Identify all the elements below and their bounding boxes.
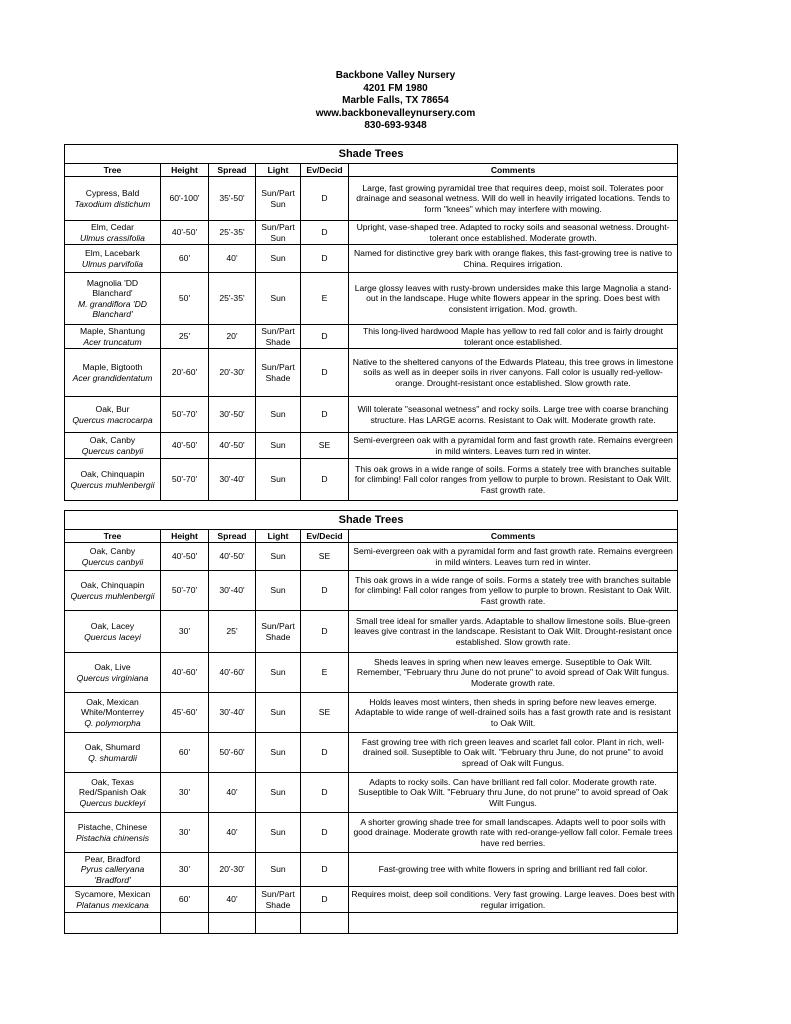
tree-common-name: Maple, Shantung bbox=[80, 326, 145, 336]
spread-cell: 30'-40' bbox=[209, 693, 256, 733]
tree-latin-name: Quercus virginiana bbox=[76, 672, 149, 683]
spread-cell: 40' bbox=[209, 773, 256, 813]
ev-decid-cell: D bbox=[301, 459, 349, 501]
light-cell: Sun bbox=[256, 653, 301, 693]
ev-decid-cell: D bbox=[301, 853, 349, 887]
nursery-website[interactable]: www.backbonevalleynursery.com bbox=[315, 107, 476, 119]
spread-cell: 20'-30' bbox=[209, 349, 256, 397]
col-header-spread: Spread bbox=[209, 164, 256, 177]
ev-decid-cell: D bbox=[301, 325, 349, 349]
col-header-ev-decid: Ev/Decid bbox=[301, 164, 349, 177]
light-cell: Sun/Part Shade bbox=[256, 325, 301, 349]
tree-latin-name: Ulmus crassifolia bbox=[80, 232, 145, 243]
table-row bbox=[65, 397, 678, 433]
ev-decid-cell: SE bbox=[301, 433, 349, 459]
comments-cell: Large, fast growing pyramidal tree that requires deep, moist soil. Tolerates poor drainage and seasonal wetness. Will do well in heavily irrigated locations. Tends to form "knees" which may interfere with mowing. bbox=[349, 177, 678, 221]
comments-cell: Sheds leaves in spring when new leaves emerge. Suseptible to Oak Wilt. Remember, "February thru June do not prune" to avoid spread of Oak Wilt fungus. Moderate growth rate. bbox=[349, 653, 678, 693]
col-header-tree: Tree bbox=[65, 530, 161, 543]
empty-cell bbox=[161, 913, 209, 934]
tree-common-name: Oak, Chinquapin bbox=[80, 580, 145, 590]
col-header-comments: Comments bbox=[349, 164, 678, 177]
tree-cell bbox=[65, 325, 161, 349]
tree-latin-name: Pistachia chinensis bbox=[75, 832, 150, 843]
empty-cell bbox=[349, 913, 678, 934]
table-row bbox=[65, 571, 678, 611]
table-row bbox=[65, 653, 678, 693]
col-header-spread: Spread bbox=[209, 530, 256, 543]
col-header-light: Light bbox=[256, 530, 301, 543]
comments-cell: This oak grows in a wide range of soils. Forms a stately tree with branches suitable for climbing! Fall color ranges from yellow to purple to brown. Resistant to Oak Wilt. Fast growth rate. bbox=[349, 571, 678, 611]
light-cell: Sun bbox=[256, 273, 301, 325]
light-cell: Sun bbox=[256, 733, 301, 773]
light-cell: Sun/Part Shade bbox=[256, 611, 301, 653]
tree-latin-name: Quercus buckleyi bbox=[79, 797, 146, 808]
col-header-height: Height bbox=[161, 530, 209, 543]
nursery-phone: 830-693-9348 bbox=[364, 120, 427, 131]
height-cell: 40'-50' bbox=[161, 543, 209, 571]
spread-cell: 35'-50' bbox=[209, 177, 256, 221]
tree-cell bbox=[65, 459, 161, 501]
col-header-light: Light bbox=[256, 164, 301, 177]
comments-cell: Will tolerate "seasonal wetness" and rocky soils. Large tree with coarse branching structure. Has LARGE acorns. Resistant to Oak wilt. Moderate growth rate. bbox=[349, 397, 678, 433]
spread-cell: 40' bbox=[209, 887, 256, 913]
ev-decid-cell: D bbox=[301, 887, 349, 913]
tree-latin-name: Quercus laceyi bbox=[84, 631, 141, 642]
table-row bbox=[65, 177, 678, 221]
height-cell: 25' bbox=[161, 325, 209, 349]
spread-cell: 30'-40' bbox=[209, 571, 256, 611]
tree-common-name: Oak, Chinquapin bbox=[80, 469, 145, 479]
table-row bbox=[65, 813, 678, 853]
tree-common-name: Oak, Shumard bbox=[84, 742, 141, 752]
spread-cell: 40' bbox=[209, 245, 256, 273]
ev-decid-cell: E bbox=[301, 653, 349, 693]
comments-cell: A shorter growing shade tree for small landscapes. Adapts well to poor soils with good drainage. Moderate growth rate with red-orange-yellow fall color. Female trees have red berries. bbox=[349, 813, 678, 853]
tree-cell bbox=[65, 611, 161, 653]
comments-cell: This oak grows in a wide range of soils. Forms a stately tree with branches suitable for climbing! Fall color ranges from yellow to purple to brown. Resistant to Oak Wilt. Fast growth rate. bbox=[349, 459, 678, 501]
light-cell: Sun/Part Shade bbox=[256, 349, 301, 397]
empty-row bbox=[65, 913, 678, 934]
height-cell: 20'-60' bbox=[161, 349, 209, 397]
tree-cell bbox=[65, 653, 161, 693]
empty-cell bbox=[256, 913, 301, 934]
comments-cell: Semi-evergreen oak with a pyramidal form and fast growth rate. Remains evergreen in mild winters. Leaves turn red in winter. bbox=[349, 433, 678, 459]
tree-common-name: Oak, Canby bbox=[89, 435, 136, 445]
height-cell: 30' bbox=[161, 813, 209, 853]
comments-cell: Requires moist, deep soil conditions. Very fast growing. Large leaves. Does best with regular irrigation. bbox=[349, 887, 678, 913]
spread-cell: 40'-50' bbox=[209, 433, 256, 459]
comments-cell: Holds leaves most winters, then sheds in spring before new leaves emerge. Adaptable to wide range of well-drained soils has a fast growth rate and is resistant to Oak Wilt. bbox=[349, 693, 678, 733]
comments-cell: Small tree ideal for smaller yards. Adaptable to shallow limestone soils. Blue-green leaves give contrast in the landscape. Resistant to Oak Wilt. Drought-resistant once established. Slow growth rate. bbox=[349, 611, 678, 653]
tree-latin-name: Q. shumardii bbox=[88, 752, 137, 763]
tree-latin-name: Taxodium distichum bbox=[74, 198, 151, 209]
nursery-name: Backbone Valley Nursery bbox=[335, 70, 456, 81]
ev-decid-cell: D bbox=[301, 611, 349, 653]
spread-cell: 30'-40' bbox=[209, 459, 256, 501]
ev-decid-cell: D bbox=[301, 245, 349, 273]
table-title: Shade Trees bbox=[65, 511, 678, 530]
height-cell: 40'-50' bbox=[161, 433, 209, 459]
tree-latin-name: Quercus canbyii bbox=[81, 556, 144, 567]
table-row bbox=[65, 853, 678, 887]
table-row bbox=[65, 693, 678, 733]
light-cell: Sun bbox=[256, 853, 301, 887]
comments-cell: Named for distinctive grey bark with orange flakes, this fast-growing tree is native to China. Requires irrigation. bbox=[349, 245, 678, 273]
table-title: Shade Trees bbox=[65, 145, 678, 164]
tree-latin-name: Quercus macrocarpa bbox=[72, 414, 153, 425]
height-cell: 50'-70' bbox=[161, 459, 209, 501]
tree-cell bbox=[65, 245, 161, 273]
tree-cell bbox=[65, 733, 161, 773]
shade-trees-table-2 bbox=[64, 510, 678, 934]
tree-cell bbox=[65, 221, 161, 245]
height-cell: 30' bbox=[161, 773, 209, 813]
spread-cell: 25' bbox=[209, 611, 256, 653]
ev-decid-cell: D bbox=[301, 397, 349, 433]
spread-cell: 40'-50' bbox=[209, 543, 256, 571]
height-cell: 60'-100' bbox=[161, 177, 209, 221]
tree-cell bbox=[65, 273, 161, 325]
table-row bbox=[65, 887, 678, 913]
height-cell: 40'-50' bbox=[161, 221, 209, 245]
tree-common-name: Cypress, Bald bbox=[85, 188, 140, 198]
light-cell: Sun bbox=[256, 571, 301, 611]
spread-cell: 50'-60' bbox=[209, 733, 256, 773]
height-cell: 30' bbox=[161, 611, 209, 653]
tree-cell bbox=[65, 853, 161, 887]
ev-decid-cell: D bbox=[301, 733, 349, 773]
tree-cell bbox=[65, 571, 161, 611]
tree-cell bbox=[65, 773, 161, 813]
comments-cell: Large glossy leaves with rusty-brown undersides make this large Magnolia a stand-out in the landscape. Huge white flowers appear in the spring. Does best with consistent irrigation. Mod. growth. bbox=[349, 273, 678, 325]
tree-cell bbox=[65, 543, 161, 571]
tree-latin-name: Pyrus calleryana 'Bradford' bbox=[80, 864, 145, 885]
col-header-comments: Comments bbox=[349, 530, 678, 543]
height-cell: 60' bbox=[161, 245, 209, 273]
table-row bbox=[65, 221, 678, 245]
comments-cell: Upright, vase-shaped tree. Adapted to rocky soils and seasonal wetness. Drought-tolerant once established. Moderate growth. bbox=[349, 221, 678, 245]
empty-cell bbox=[209, 913, 256, 934]
tree-common-name: Oak, Canby bbox=[89, 546, 136, 556]
ev-decid-cell: D bbox=[301, 813, 349, 853]
tree-common-name: Maple, Bigtooth bbox=[82, 362, 143, 372]
height-cell: 40'-60' bbox=[161, 653, 209, 693]
table-row bbox=[65, 611, 678, 653]
comments-cell: This long-lived hardwood Maple has yellow to red fall color and is fairly drought tolerant once established. bbox=[349, 325, 678, 349]
table-row bbox=[65, 273, 678, 325]
spread-cell: 25'-35' bbox=[209, 221, 256, 245]
nursery-address-line1: 4201 FM 1980 bbox=[363, 82, 428, 94]
spread-cell: 20'-30' bbox=[209, 853, 256, 887]
col-header-tree: Tree bbox=[65, 164, 161, 177]
col-header-height: Height bbox=[161, 164, 209, 177]
spread-cell: 40' bbox=[209, 813, 256, 853]
tree-latin-name: Quercus muhlenbergii bbox=[70, 479, 155, 490]
tree-common-name: Elm, Cedar bbox=[91, 222, 134, 232]
ev-decid-cell: SE bbox=[301, 543, 349, 571]
comments-cell: Native to the sheltered canyons of the Edwards Plateau, this tree grows in limestone soils as well as in deeper soils in river canyons. Fall color is usually red-yellow-orange. Drought-resistant once established. Slow growth rate. bbox=[349, 349, 678, 397]
light-cell: Sun bbox=[256, 397, 301, 433]
tree-common-name: Magnolia 'DD Blanchard' bbox=[86, 277, 139, 298]
light-cell: Sun bbox=[256, 813, 301, 853]
ev-decid-cell: D bbox=[301, 773, 349, 813]
table-row bbox=[65, 325, 678, 349]
height-cell: 60' bbox=[161, 887, 209, 913]
height-cell: 50'-70' bbox=[161, 571, 209, 611]
tree-latin-name: Acer truncatum bbox=[83, 336, 142, 347]
light-cell: Sun/Part Sun bbox=[256, 177, 301, 221]
comments-cell: Fast growing tree with rich green leaves and scarlet fall color. Plant in rich, well-drained soil. Suseptible to Oak wilt. "February thru June, do not prune" to avoid spread of Oak wilt Fungus. bbox=[349, 733, 678, 773]
tree-cell bbox=[65, 693, 161, 733]
tree-latin-name: Acer grandidentatum bbox=[72, 372, 153, 383]
tree-cell bbox=[65, 349, 161, 397]
height-cell: 50' bbox=[161, 273, 209, 325]
table-row bbox=[65, 245, 678, 273]
light-cell: Sun bbox=[256, 245, 301, 273]
ev-decid-cell: D bbox=[301, 177, 349, 221]
spread-cell: 30'-50' bbox=[209, 397, 256, 433]
tree-cell bbox=[65, 887, 161, 913]
tree-common-name: Oak, Bur bbox=[95, 404, 130, 414]
comments-cell: Semi-evergreen oak with a pyramidal form and fast growth rate. Remains evergreen in mild winters. Leaves turn red in winter. bbox=[349, 543, 678, 571]
ev-decid-cell: D bbox=[301, 571, 349, 611]
light-cell: Sun/Part Sun bbox=[256, 221, 301, 245]
table-row bbox=[65, 459, 678, 501]
ev-decid-cell: D bbox=[301, 349, 349, 397]
tree-common-name: Oak, Mexican White/Monterrey bbox=[80, 696, 145, 718]
tree-cell bbox=[65, 813, 161, 853]
empty-cell bbox=[301, 913, 349, 934]
tree-latin-name: Q. polymorpha bbox=[84, 717, 141, 728]
tree-common-name: Oak, Lacey bbox=[90, 621, 135, 631]
light-cell: Sun bbox=[256, 693, 301, 733]
tree-latin-name: Ulmus parvifolia bbox=[81, 258, 144, 269]
height-cell: 60' bbox=[161, 733, 209, 773]
spread-cell: 25'-35' bbox=[209, 273, 256, 325]
table-row bbox=[65, 733, 678, 773]
tree-latin-name: Quercus canbyii bbox=[81, 445, 144, 456]
table-row bbox=[65, 773, 678, 813]
light-cell: Sun bbox=[256, 433, 301, 459]
tree-common-name: Elm, Lacebark bbox=[85, 248, 140, 258]
tree-latin-name: Platanus mexicana bbox=[76, 899, 149, 910]
ev-decid-cell: D bbox=[301, 221, 349, 245]
nursery-address-line2: Marble Falls, TX 78654 bbox=[342, 95, 449, 106]
ev-decid-cell: SE bbox=[301, 693, 349, 733]
tree-cell bbox=[65, 433, 161, 459]
ev-decid-cell: E bbox=[301, 273, 349, 325]
height-cell: 50'-70' bbox=[161, 397, 209, 433]
shade-trees-table-1 bbox=[64, 144, 678, 501]
light-cell: Sun bbox=[256, 459, 301, 501]
table-row bbox=[65, 349, 678, 397]
tree-common-name: Pistache, Chinese bbox=[77, 822, 148, 832]
tree-latin-name: M. grandiflora 'DD Blanchard' bbox=[78, 298, 147, 319]
height-cell: 45'-60' bbox=[161, 693, 209, 733]
table-row bbox=[65, 543, 678, 571]
tree-cell bbox=[65, 177, 161, 221]
light-cell: Sun bbox=[256, 773, 301, 813]
height-cell: 30' bbox=[161, 853, 209, 887]
table-row bbox=[65, 433, 678, 459]
tree-cell bbox=[65, 397, 161, 433]
col-header-ev-decid: Ev/Decid bbox=[301, 530, 349, 543]
empty-cell bbox=[65, 913, 161, 934]
light-cell: Sun bbox=[256, 543, 301, 571]
comments-cell: Fast-growing tree with white flowers in spring and brilliant red fall color. bbox=[349, 853, 678, 887]
light-cell: Sun/Part Shade bbox=[256, 887, 301, 913]
spread-cell: 40'-60' bbox=[209, 653, 256, 693]
tree-common-name: Oak, Texas Red/Spanish Oak bbox=[78, 776, 147, 798]
tree-common-name: Pear, Bradford bbox=[84, 853, 141, 864]
tree-common-name: Oak, Live bbox=[94, 662, 131, 672]
spread-cell: 20' bbox=[209, 325, 256, 349]
nursery-header bbox=[0, 70, 791, 133]
comments-cell: Adapts to rocky soils. Can have brilliant red fall color. Moderate growth rate. Suseptible to Oak Wilt. "February thru June, do not prune" to avoid spread of Oak Wilt Fungus. bbox=[349, 773, 678, 813]
tree-common-name: Sycamore, Mexican bbox=[74, 889, 151, 899]
tree-latin-name: Quercus muhlenbergii bbox=[70, 590, 155, 601]
